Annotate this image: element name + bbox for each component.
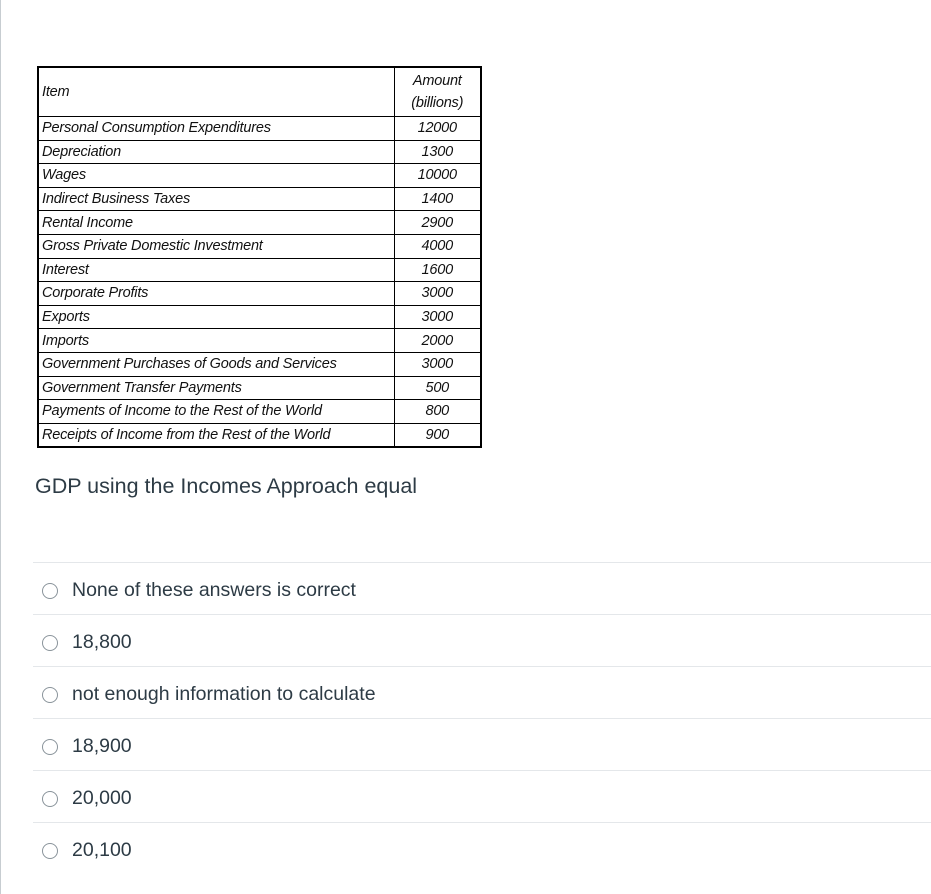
left-border-rule [0,0,1,894]
table-row [38,234,481,258]
table-cell-item: Interest [38,258,394,282]
table-row [38,187,481,211]
answer-option[interactable] [33,562,931,614]
table-cell-item: Government Transfer Payments [38,376,394,400]
answer-option[interactable] [33,822,931,874]
table-row [38,305,481,329]
answer-option[interactable] [33,666,931,718]
table-cell-item: Government Purchases of Goods and Services [38,352,394,376]
table-cell-amount: 12000 [394,117,481,141]
table-row [38,282,481,306]
answer-option[interactable] [33,614,931,666]
table-row [38,140,481,164]
radio-button[interactable] [42,583,58,599]
table-cell-amount: 1400 [394,187,481,211]
table-cell-item: Indirect Business Taxes [38,187,394,211]
answer-label[interactable]: not enough information to calculate [72,683,376,705]
table-row [38,117,481,141]
answer-label[interactable]: 20,100 [72,839,132,861]
table-cell-amount: 3000 [394,305,481,329]
table-cell-item: Depreciation [38,140,394,164]
answer-option[interactable] [33,718,931,770]
table-cell-item: Exports [38,305,394,329]
table-cell-amount: 900 [394,423,481,447]
table-cell-item: Wages [38,164,394,188]
table-cell-amount: 10000 [394,164,481,188]
table-row [38,258,481,282]
table-cell-amount: 2900 [394,211,481,235]
table-header-row [38,67,481,117]
header-amount [394,67,481,117]
radio-button[interactable] [42,739,58,755]
question-text: GDP using the Incomes Approach equal [35,474,418,498]
table-cell-amount: 1600 [394,258,481,282]
radio-button[interactable] [42,635,58,651]
table-cell-amount: 4000 [394,234,481,258]
table-row [38,376,481,400]
table-cell-amount: 500 [394,376,481,400]
table-cell-item: Rental Income [38,211,394,235]
table-cell-item: Personal Consumption Expenditures [38,117,394,141]
radio-button[interactable] [42,843,58,859]
radio-button[interactable] [42,791,58,807]
radio-button[interactable] [42,687,58,703]
answer-label[interactable]: 20,000 [72,787,132,809]
table-row [38,423,481,447]
table-cell-amount: 3000 [394,352,481,376]
table-cell-amount: 800 [394,400,481,424]
table-cell-amount: 1300 [394,140,481,164]
answer-label[interactable]: 18,900 [72,735,132,757]
header-item: Item [38,67,394,117]
table-cell-item: Payments of Income to the Rest of the World [38,400,394,424]
table-cell-item: Corporate Profits [38,282,394,306]
header-amount-line1: Amount [412,73,462,89]
table-cell-amount: 2000 [394,329,481,353]
table-cell-amount: 3000 [394,282,481,306]
table-row [38,211,481,235]
answer-label[interactable]: 18,800 [72,631,132,653]
table-row [38,329,481,353]
header-amount-line2: (billions) [411,95,464,111]
answer-label[interactable]: None of these answers is correct [72,579,356,601]
table-row [38,400,481,424]
table-row [38,164,481,188]
table-cell-item: Gross Private Domestic Investment [38,234,394,258]
table-cell-item: Receipts of Income from the Rest of the World [38,423,394,447]
table-cell-item: Imports [38,329,394,353]
data-table-image [37,66,482,448]
answer-option[interactable] [33,770,931,822]
table-row [38,352,481,376]
answer-list [33,562,931,874]
